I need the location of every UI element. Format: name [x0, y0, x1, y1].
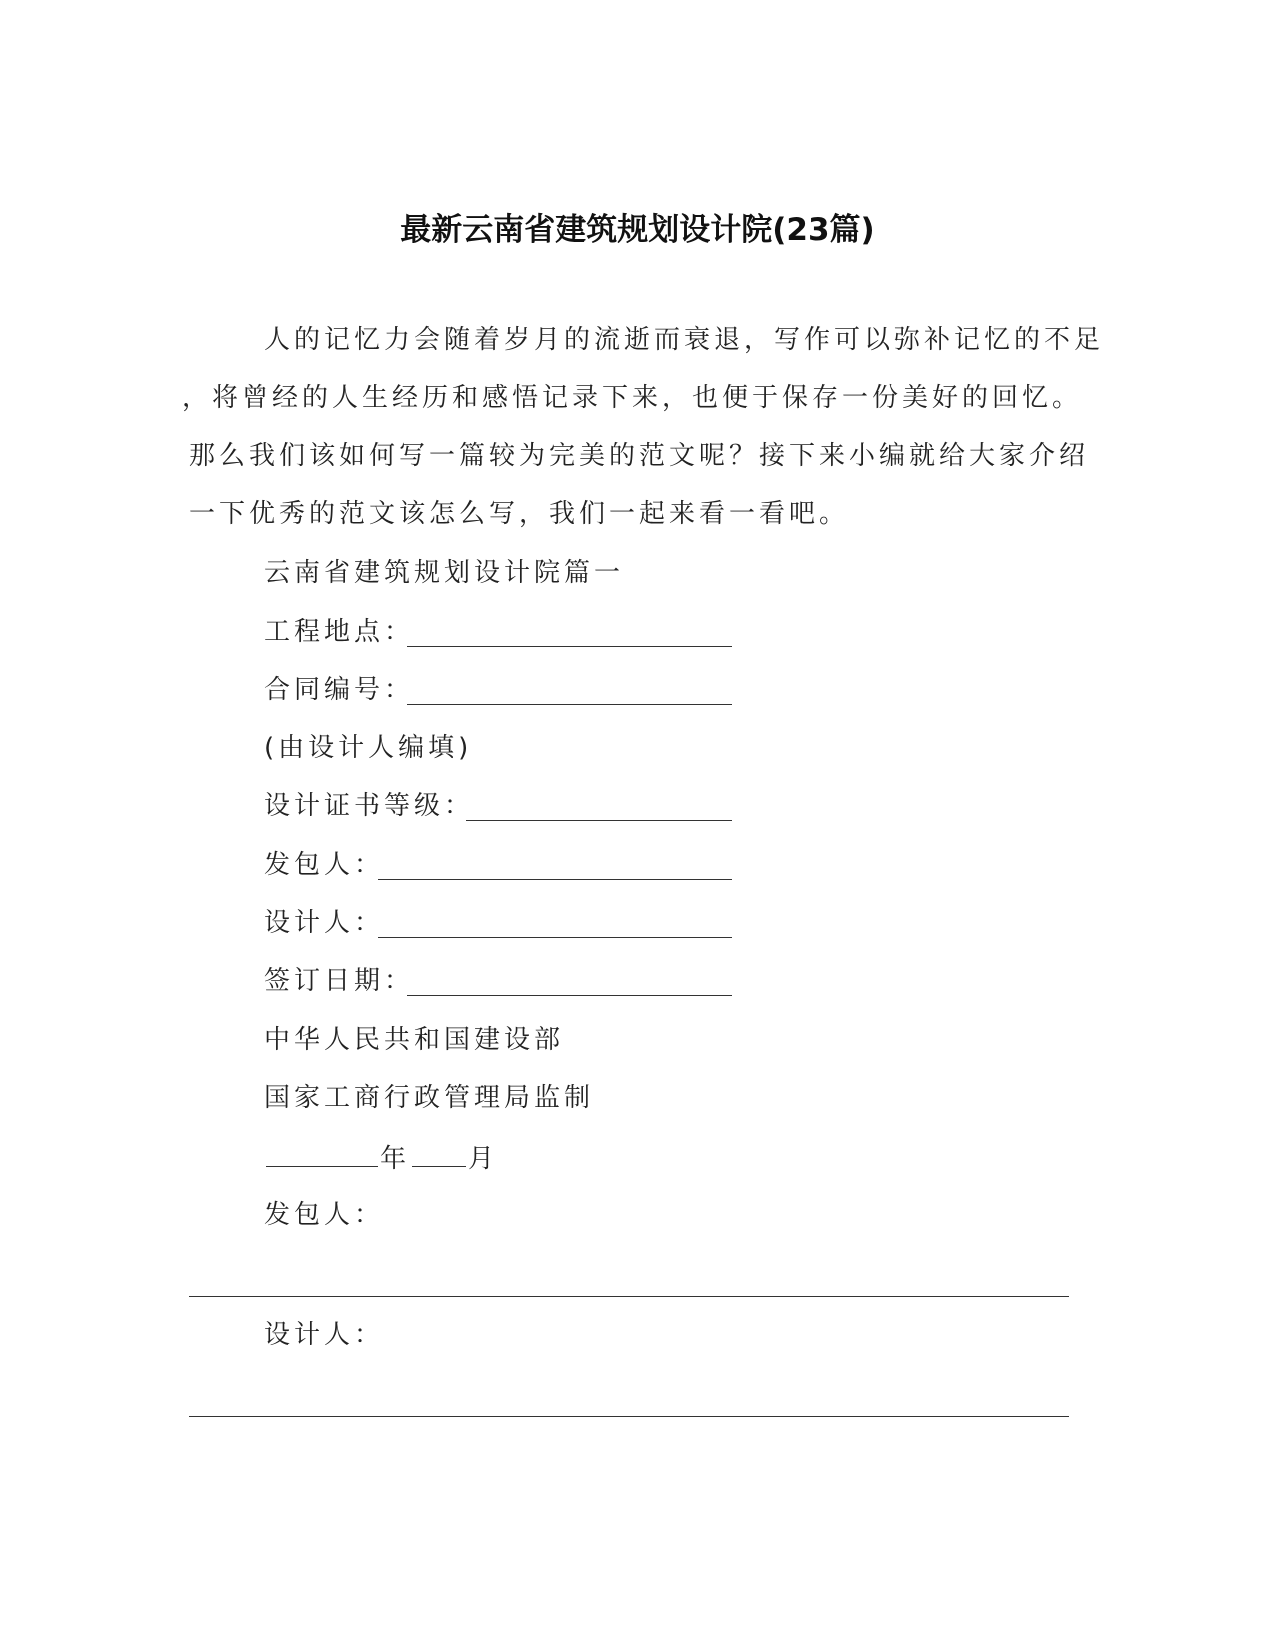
issuer-bureau: 国家工商行政管理局监制	[264, 1083, 595, 1113]
client-label: 发包人：	[264, 850, 385, 880]
signing-date-label: 签订日期：	[264, 966, 415, 996]
signing-date-blank	[407, 995, 732, 996]
filled-by-designer-note: (由设计人编填)	[264, 733, 473, 763]
intro-line-4: 一下优秀的范文该怎么写，我们一起来看一看吧。	[189, 499, 850, 529]
contract-number-blank	[407, 704, 732, 705]
date-line	[264, 1140, 498, 1176]
year-blank	[266, 1140, 378, 1167]
year-label: 年	[380, 1144, 411, 1174]
intro-line-1: 人的记忆力会随着岁月的流逝而衰退，写作可以弥补记忆的不足	[264, 325, 1105, 355]
contract-number-label: 合同编号：	[264, 675, 415, 705]
month-label: 月	[468, 1144, 499, 1174]
client-label-2: 发包人：	[264, 1200, 385, 1230]
designer-signature-rule	[189, 1416, 1069, 1417]
section-heading: 云南省建筑规划设计院篇一	[264, 558, 625, 588]
month-blank	[412, 1140, 466, 1167]
intro-line-2: ，将曾经的人生经历和感悟记录下来，也便于保存一份美好的回忆。	[182, 383, 1083, 413]
project-location-label: 工程地点：	[264, 617, 415, 647]
designer-blank	[378, 937, 732, 938]
designer-label: 设计人：	[264, 908, 385, 938]
document-title: 最新云南省建筑规划设计院(23篇)	[400, 212, 875, 248]
project-location-blank	[407, 646, 732, 647]
certificate-grade-label: 设计证书等级：	[264, 791, 475, 821]
client-blank	[378, 879, 732, 880]
certificate-grade-blank	[466, 820, 732, 821]
intro-line-3: 那么我们该如何写一篇较为完美的范文呢？接下来小编就给大家介绍	[189, 441, 1090, 471]
client-signature-rule	[189, 1296, 1069, 1297]
issuer-ministry: 中华人民共和国建设部	[264, 1025, 565, 1055]
designer-label-2: 设计人：	[264, 1320, 385, 1350]
